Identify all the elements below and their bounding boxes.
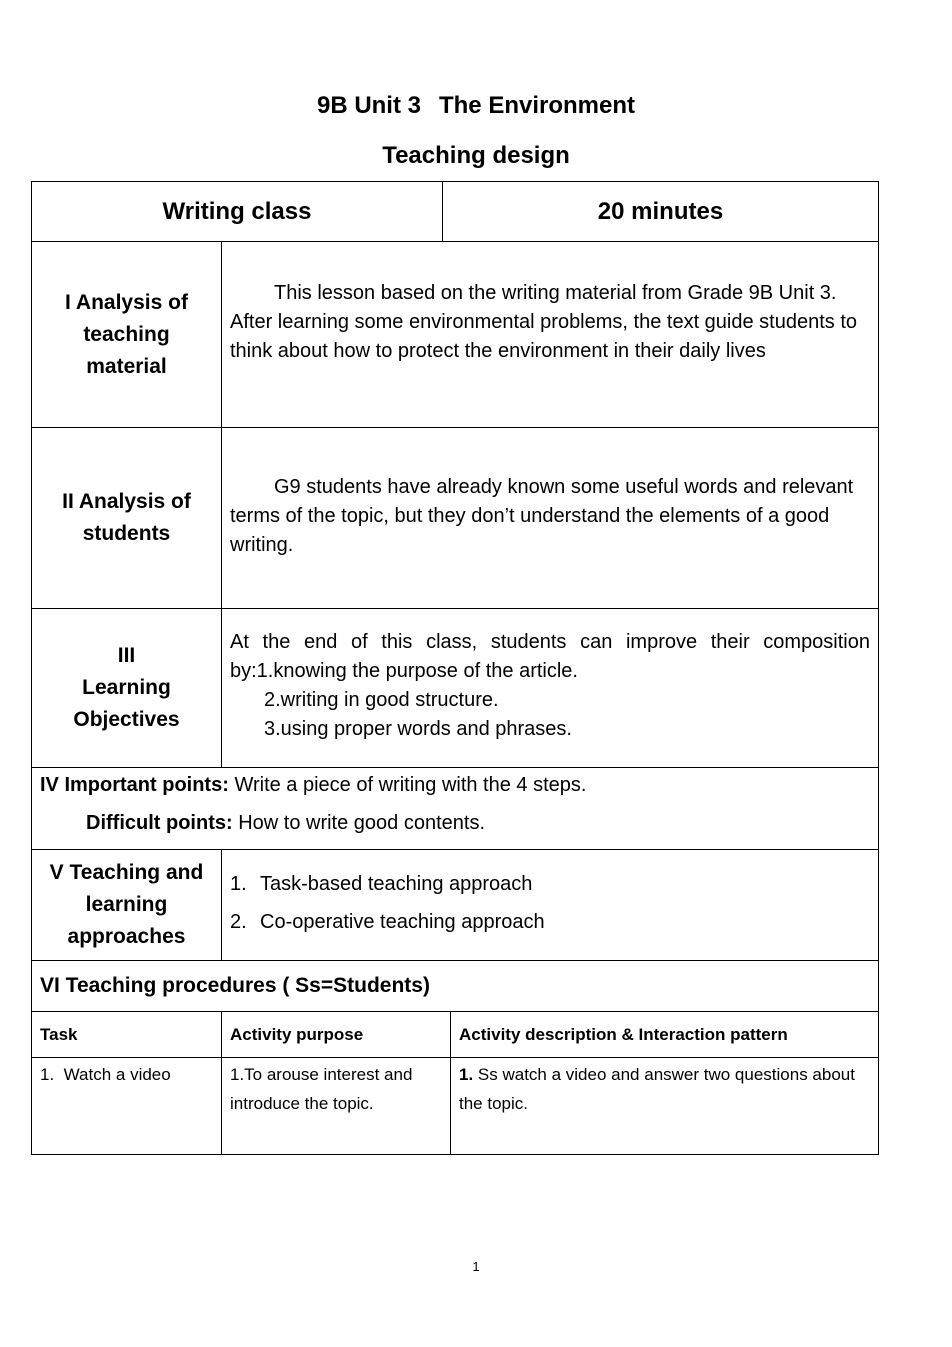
section1-label-text: I Analysis of teaching material xyxy=(65,290,188,378)
approach-number: 2. xyxy=(230,911,247,933)
proc-header-task-text: Task xyxy=(40,1024,78,1044)
section2-label-text: II Analysis of students xyxy=(62,490,191,545)
section5-label xyxy=(31,849,222,961)
section3-content xyxy=(221,608,879,768)
section1-content-text: This lesson based on the writing material from Grade 9B Unit 3. After learning some environmental problems, the text guide students to think about how to protect the environment in their daily lives xyxy=(230,282,858,362)
section6-heading-text: VI Teaching procedures ( Ss=Students) xyxy=(40,974,430,997)
section5-label-text: V Teaching and learning approaches xyxy=(49,861,204,948)
objective-intro: At the end of this class, students can improve their composition by:1.knowing the purpose of the article. xyxy=(230,631,870,682)
section2-label xyxy=(31,427,222,609)
proc-header-purpose-text: Activity purpose xyxy=(230,1024,364,1044)
header-duration xyxy=(442,181,879,242)
difficult-points-label: Difficult points: xyxy=(86,812,233,834)
task-cell-text: 1. Watch a video xyxy=(40,1065,171,1084)
description-step-number: 1. xyxy=(459,1065,474,1084)
page-number: 1 xyxy=(472,1259,480,1274)
difficult-points xyxy=(86,809,485,838)
section5-content xyxy=(221,849,879,961)
title-topic: The Environment xyxy=(438,92,636,119)
approach-item xyxy=(230,903,870,941)
proc-header-task xyxy=(31,1011,222,1058)
section2-content-text: G9 students have already known some useful words and relevant terms of the topic, but they don’t understand the elements of a good writing. xyxy=(230,476,854,556)
proc-header-purpose xyxy=(221,1011,451,1058)
title-unit: 9B Unit 3 xyxy=(316,92,421,119)
table-row-description xyxy=(450,1057,879,1155)
section3-label-text: III Learning Objectives xyxy=(73,644,180,731)
difficult-points-text: How to write good contents. xyxy=(232,812,485,834)
proc-header-description xyxy=(450,1011,879,1058)
table-row-task xyxy=(31,1057,222,1155)
proc-header-description-text: Activity description & Interaction pattern xyxy=(459,1024,788,1044)
important-points xyxy=(40,771,586,800)
approach-text: Co-operative teaching approach xyxy=(260,911,545,933)
header-class-type-text: Writing class xyxy=(162,197,312,225)
important-points-label: IV Important points: xyxy=(40,774,229,796)
approach-number: 1. xyxy=(230,873,247,895)
section6-heading xyxy=(31,960,879,1012)
important-points-text: Write a piece of writing with the 4 steps. xyxy=(228,774,587,796)
document-subtitle: Teaching design xyxy=(382,142,570,169)
section1-content xyxy=(221,241,879,428)
section4-points xyxy=(31,767,879,850)
description-cell-text: Ss watch a video and answer two questions about the topic. xyxy=(459,1065,855,1113)
section3-label xyxy=(31,608,222,768)
section1-label xyxy=(31,241,222,428)
table-row-purpose xyxy=(221,1057,451,1155)
header-duration-text: 20 minutes xyxy=(597,197,724,225)
purpose-cell-text: 1.To arouse interest and introduce the topic. xyxy=(230,1065,413,1113)
approach-item xyxy=(230,865,870,903)
section2-content xyxy=(221,427,879,609)
header-class-type xyxy=(31,181,443,242)
document-title xyxy=(0,92,952,120)
objective-3: 3.using proper words and phrases. xyxy=(264,718,572,740)
approach-text: Task-based teaching approach xyxy=(260,873,533,895)
objective-2: 2.writing in good structure. xyxy=(264,689,499,711)
